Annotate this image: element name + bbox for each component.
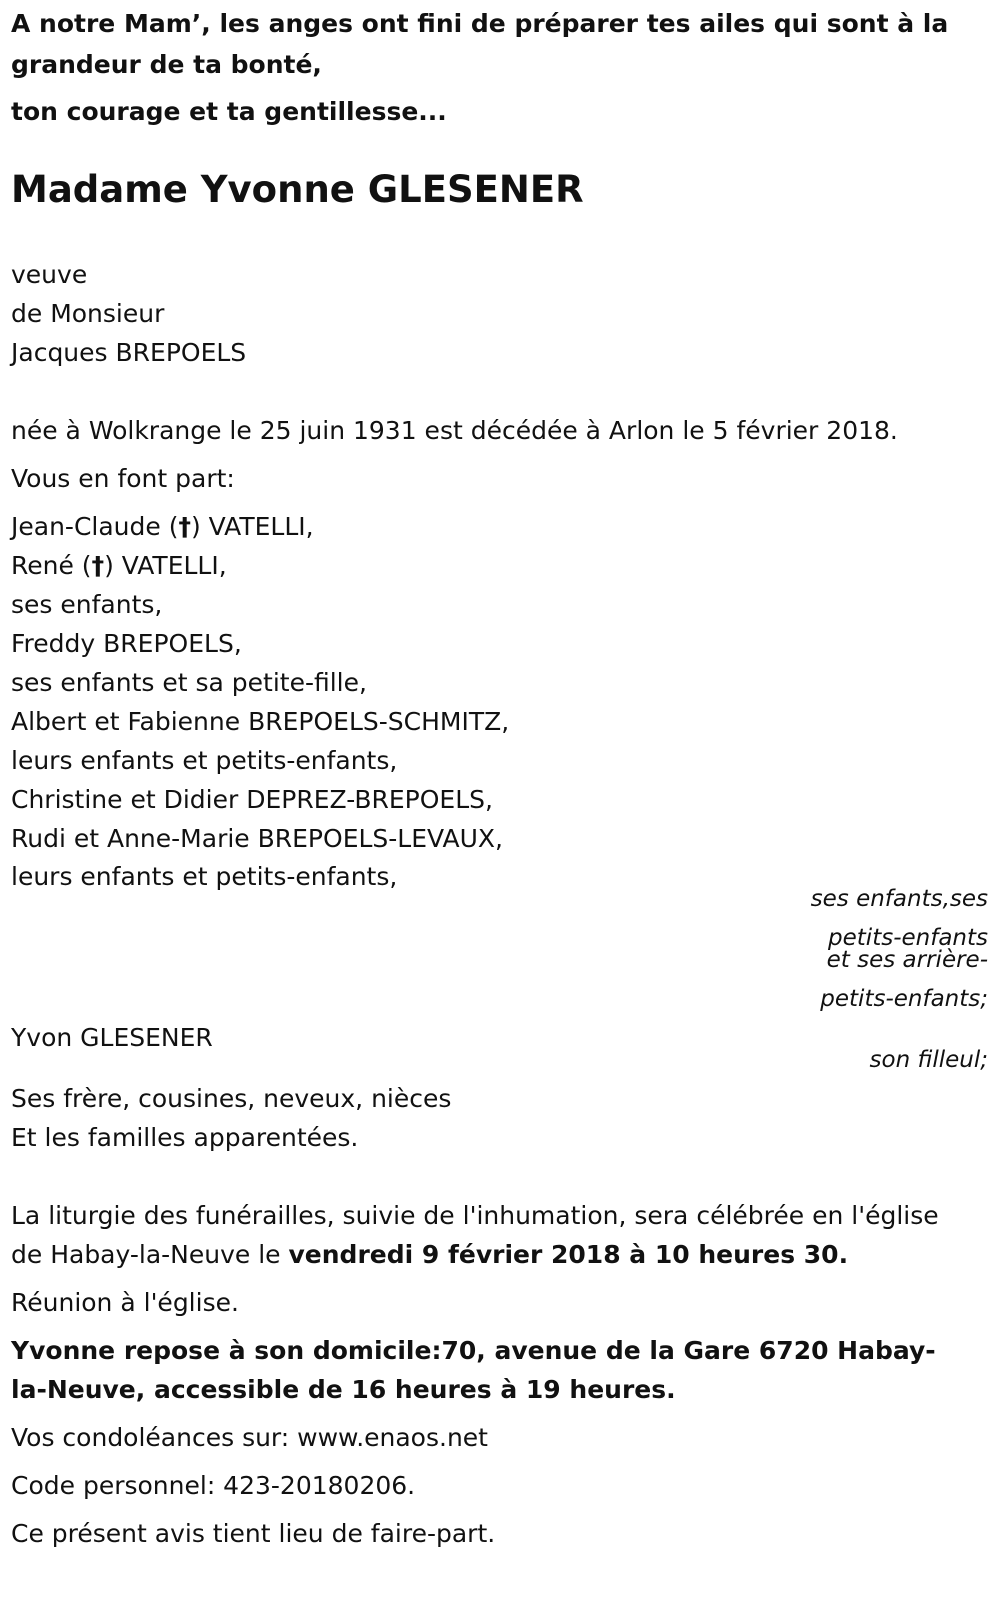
epigraph-line-3: ton courage et ta gentillesse... [11, 97, 447, 126]
side-note-b1: son filleul; [869, 1047, 988, 1073]
family-name-first: Jean-Claude ( [11, 512, 179, 541]
relatives-line-2: Et les familles apparentées. [11, 1123, 359, 1152]
condolences-line: Vos condoléances sur: www.enaos.net [11, 1423, 488, 1452]
funeral-line-2 [11, 1235, 848, 1275]
family-name-first: René ( [11, 551, 92, 580]
meeting-line: Réunion à l'église. [11, 1288, 239, 1317]
family-line-5: ses enfants et sa petite-fille, [11, 668, 367, 697]
epigraph-line-2: grandeur de ta bonté, [11, 50, 322, 79]
code-line: Code personnel: 423-20180206. [11, 1471, 416, 1500]
deceased-name: Madame Yvonne GLESENER [11, 168, 584, 211]
side-note-a4: petits-enfants; [820, 986, 988, 1012]
side-note-a2: petits-enfants [828, 925, 988, 951]
family-line-8: Christine et Didier DEPREZ-BREPOELS, [11, 785, 493, 814]
relatives-line-1: Ses frère, cousines, neveux, nièces [11, 1084, 452, 1113]
family-line-9: Rudi et Anne-Marie BREPOELS-LEVAUX, [11, 824, 504, 853]
rest-line-1: Yvonne repose à son domicile:70, avenue de la Gare 6720 Habay- [11, 1336, 936, 1365]
family-line-10: leurs enfants et petits-enfants, [11, 862, 398, 891]
status-line-1: veuve [11, 260, 88, 289]
family-line-1 [11, 507, 314, 547]
announce-line: Vous en font part: [11, 464, 235, 493]
side-note-a1: ses enfants,ses [810, 886, 988, 912]
family-line-7: leurs enfants et petits-enfants, [11, 746, 398, 775]
birth-death-line: née à Wolkrange le 25 juin 1931 est décédée à Arlon le 5 février 2018. [11, 416, 898, 445]
funeral-datetime: vendredi 9 février 2018 à 10 heures 30. [288, 1240, 849, 1269]
funeral-line-1: La liturgie des funérailles, suivie de l'inhumation, sera célébrée en l'église [11, 1201, 939, 1230]
status-line-3: Jacques BREPOELS [11, 338, 247, 367]
cross-icon: † [91, 551, 105, 580]
epigraph-line-1: A notre Mam’, les anges ont fini de préparer tes ailes qui sont à la [11, 9, 949, 38]
notice-line: Ce présent avis tient lieu de faire-part. [11, 1519, 496, 1548]
rest-line-2: la-Neuve, accessible de 16 heures à 19 heures. [11, 1375, 676, 1404]
side-note-a3: et ses arrière- [826, 947, 988, 973]
family-line-2 [11, 546, 227, 586]
family-line-6: Albert et Fabienne BREPOELS-SCHMITZ, [11, 707, 510, 736]
family-name-last: ) VATELLI, [104, 551, 227, 580]
yvon-line: Yvon GLESENER [11, 1023, 213, 1052]
funeral-place: de Habay-la-Neuve le [11, 1240, 289, 1269]
family-name-last: ) VATELLI, [190, 512, 314, 541]
family-line-4: Freddy BREPOELS, [11, 629, 242, 658]
family-line-3: ses enfants, [11, 590, 163, 619]
cross-icon: † [178, 512, 191, 541]
status-line-2: de Monsieur [11, 299, 165, 328]
